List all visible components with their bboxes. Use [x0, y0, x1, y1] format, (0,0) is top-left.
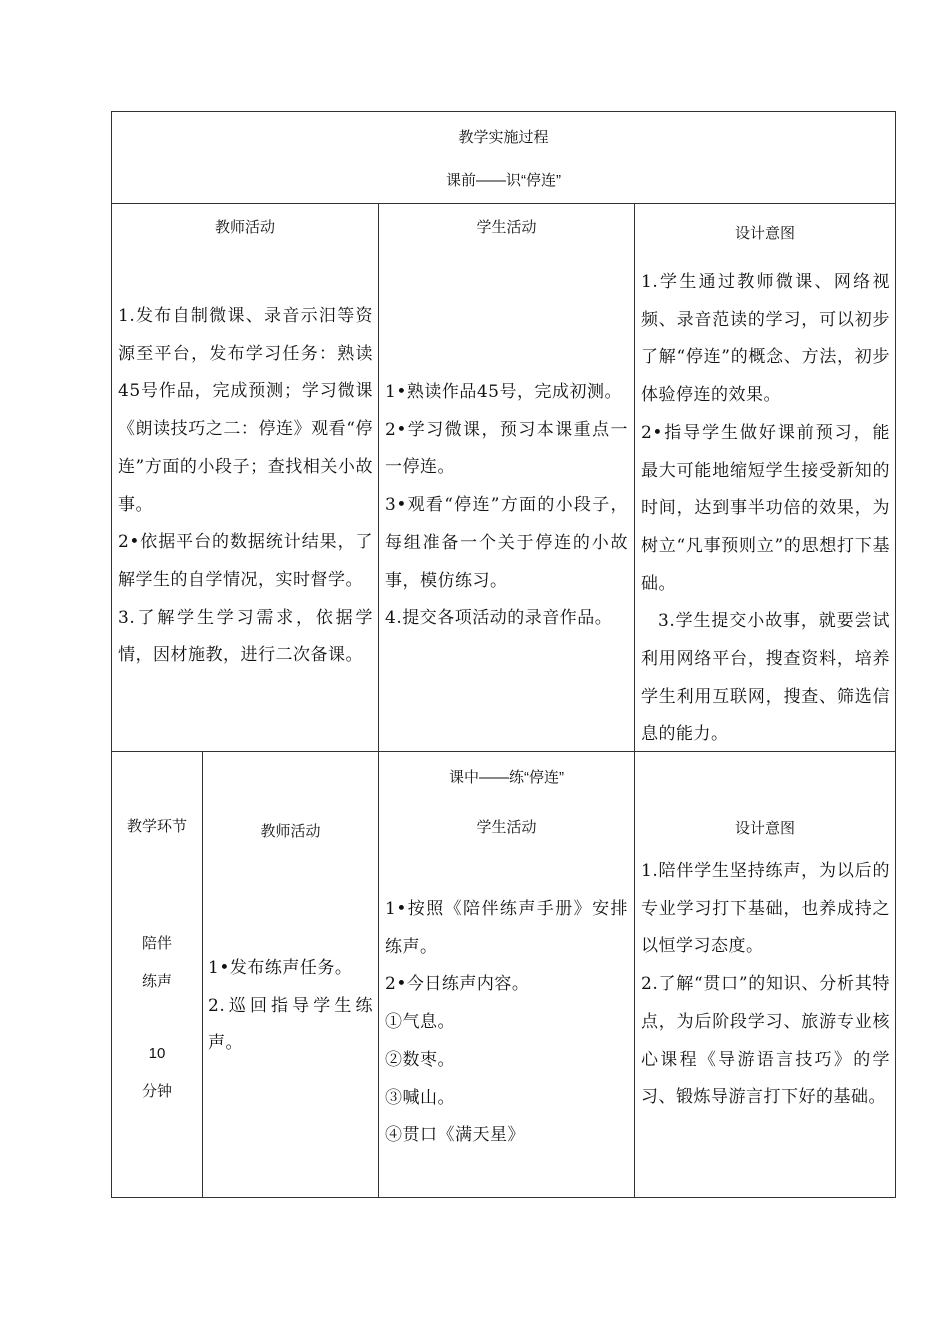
- pre-intent-item: 1.学生通过教师微课、网络视频、录音范读的学习，可以初步了解“停连”的概念、方法，初步体验停连的效果。: [641, 272, 890, 406]
- in-teacher-header: 教师活动: [260, 823, 321, 840]
- table-divider-header: [111, 203, 896, 204]
- stage-name-line2: 练声: [141, 973, 172, 990]
- section-title: 教学实施过程: [458, 129, 549, 146]
- table-border-top: [111, 111, 896, 112]
- pre-teacher-item: 1.发布自制微课、录音示汨等资源至平台，发布学习任务：熟读45号作品，完成预测；学习微课《朗读技巧之二：停连》观看“停连”方面的小段子；查找相关小故事。: [118, 306, 373, 515]
- in-student-item: 2•今日练声内容。: [385, 974, 530, 995]
- pre-student-activities: [385, 374, 628, 638]
- table-border-right: [895, 111, 896, 1198]
- pre-student-header: 学生活动: [476, 219, 537, 236]
- pre-teacher-header: 教师活动: [214, 219, 275, 236]
- pre-intent-text: [641, 264, 890, 754]
- in-intent-item: 1.陪伴学生坚持练声，为以后的专业学习打下基础，也养成持之以恒学习态度。: [641, 861, 890, 957]
- in-class-subtitle: 课中——练“停连”: [449, 769, 564, 786]
- in-student-item: ④贯口《满天星》: [385, 1125, 525, 1146]
- pre-student-item: 3•观看“停连”方面的小段子，每组准备一个关于停连的小故事，模仿练习。: [385, 495, 628, 591]
- stage-duration-number: 10: [148, 1045, 166, 1062]
- in-teacher-activities: [208, 950, 373, 1063]
- pre-teacher-item: 3.了解学生学习需求，依据学情，因材施教，进行二次备课。: [118, 607, 373, 666]
- in-intent-header: 设计意图: [734, 820, 795, 837]
- in-teacher-item: 2.巡回指导学生练声。: [208, 995, 373, 1054]
- column-divider-2: [634, 203, 635, 1198]
- in-student-item: 1•按照《陪伴练声手册》安排练声。: [385, 899, 628, 957]
- column-divider-stage: [202, 751, 203, 1198]
- pre-intent-item: 3.学生提交小故事，就要尝试利用网络平台，搜查资料，培养学生利用互联网，搜查、筛选信息的能力。: [641, 611, 890, 745]
- in-student-activities: [385, 891, 628, 1155]
- in-student-item: ③喊山。: [385, 1087, 455, 1108]
- pre-student-item: 1•熟读作品45号，完成初测。: [385, 382, 622, 402]
- in-intent-text: [641, 853, 890, 1117]
- column-divider-1: [378, 203, 379, 1198]
- in-intent-item: 2.了解“贯口”的知识、分析其特点，为后阶段学习、旅游专业核心课程《导游语言技巧》的学习、锻炼导游言打下好的基础。: [641, 974, 890, 1108]
- stage-name-line1: 陪伴: [141, 935, 172, 952]
- pre-teacher-item: 2•依据平台的数据统计结果，了解学生的自学情况，实时督学。: [118, 532, 373, 590]
- in-student-item: ②数枣。: [385, 1049, 455, 1070]
- pre-intent-item: 2•指导学生做好课前预习，能最大可能地缩短学生接受新知的时间，达到事半功倍的效果，为树立“凡事预则立”的思想打下基础。: [641, 422, 890, 594]
- pre-teacher-activities: [118, 298, 373, 675]
- table-border-bottom: [111, 1197, 896, 1198]
- pre-class-subtitle: 课前——识“停连”: [446, 172, 561, 189]
- pre-student-item: 4.提交各项活动的录音作品。: [385, 608, 613, 629]
- pre-student-item: 2•学习微课，预习本课重点一一停连。: [385, 419, 628, 478]
- in-student-item: ①气息。: [385, 1012, 455, 1033]
- in-stage-header: 教学环节: [126, 818, 187, 835]
- in-student-header: 学生活动: [476, 819, 537, 836]
- pre-intent-header: 设计意图: [734, 225, 795, 242]
- in-teacher-item: 1•发布练声任务。: [208, 958, 353, 978]
- stage-duration-unit: 分钟: [141, 1083, 172, 1100]
